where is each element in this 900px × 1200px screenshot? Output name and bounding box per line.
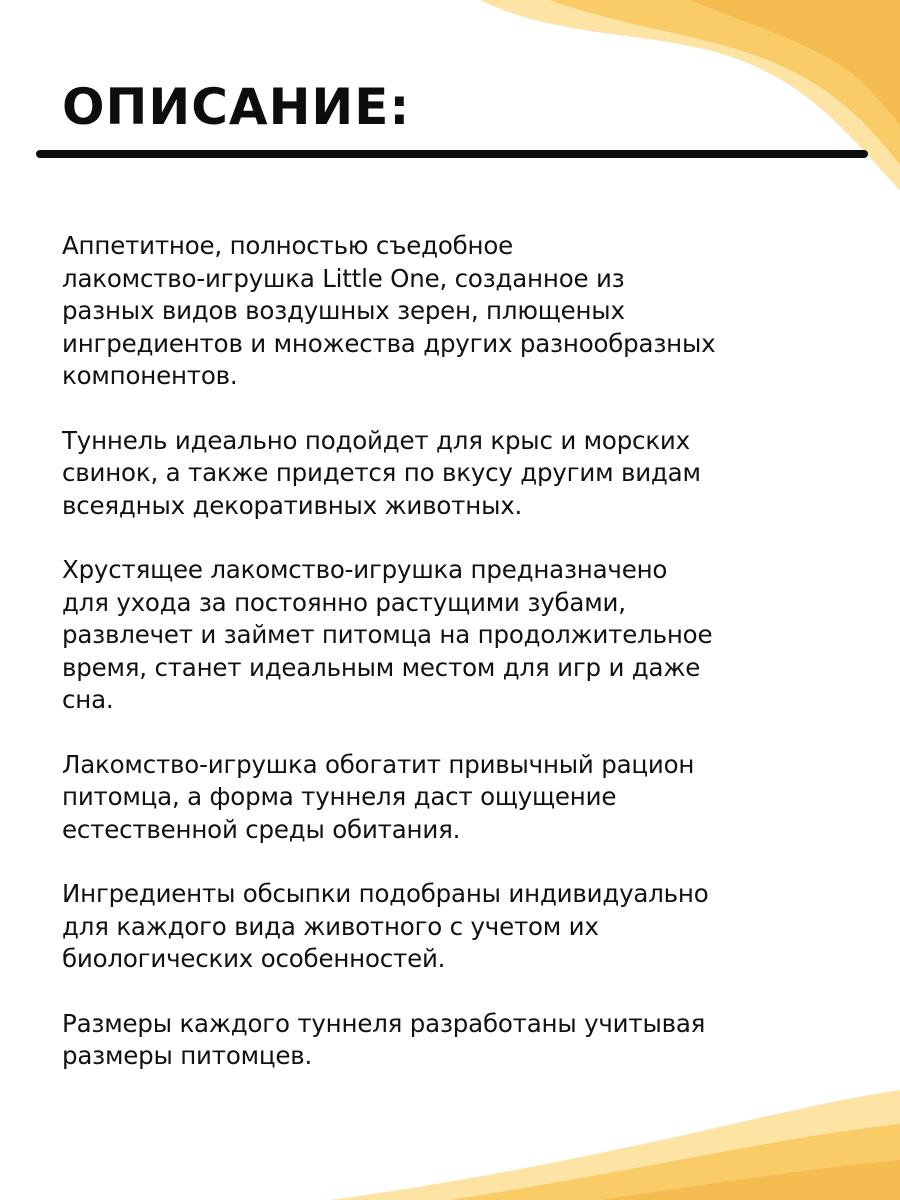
title-underline xyxy=(36,150,868,158)
paragraph xyxy=(62,749,862,847)
bottom-wave-light xyxy=(330,1090,900,1200)
text-line: ингредиентов и множества других разнообразных xyxy=(62,328,716,358)
top-wave-light xyxy=(480,0,900,190)
text-line: время, станет идеальным местом для игр и даже xyxy=(62,652,701,682)
paragraph xyxy=(62,230,862,393)
text-line: компонентов. xyxy=(62,361,238,390)
text-line: разных видов воздушных зерен, плющеных xyxy=(62,296,625,325)
text-line: развлечет и займет питомца на продолжительное xyxy=(62,620,713,649)
bottom-wave-dark xyxy=(600,1160,900,1200)
bottom-wave-mid xyxy=(450,1124,900,1200)
description-body xyxy=(62,230,862,1105)
text-line: Хрустящее лакомство-игрушка предназначено xyxy=(62,555,668,584)
page-title: ОПИСАНИЕ: xyxy=(62,78,411,136)
text-line: питомца, а форма туннеля даст ощущение xyxy=(62,782,617,811)
text-line: всеядных декоративных животных. xyxy=(62,490,523,520)
text-line: Ингредиенты обсыпки подобраны индивидуально xyxy=(62,879,709,908)
text-line: для ухода за постоянно растущими зубами, xyxy=(62,587,626,617)
text-line: биологических особенностей. xyxy=(62,944,446,973)
text-line: Туннель идеально подойдет для крыс и морских xyxy=(62,425,690,455)
paragraph xyxy=(62,425,862,523)
paragraph xyxy=(62,1008,862,1073)
text-line: для каждого вида животного с учетом их xyxy=(62,911,599,941)
top-wave-mid xyxy=(550,0,900,165)
text-line: размеры питомцев. xyxy=(62,1041,313,1070)
paragraph xyxy=(62,554,862,717)
text-line: лакомство-игрушка Little One, созданное из xyxy=(62,263,625,293)
text-line: свинок, а также придется по вкусу другим видам xyxy=(62,458,701,487)
text-line: Размеры каждого туннеля разработаны учитывая xyxy=(62,1008,706,1038)
text-line: сна. xyxy=(62,685,114,714)
top-wave-dark xyxy=(690,0,900,125)
text-line: Аппетитное, полностью съедобное xyxy=(62,231,514,260)
paragraph xyxy=(62,878,862,976)
top-wave-decoration xyxy=(440,0,900,200)
text-line: естественной среды обитания. xyxy=(62,814,461,844)
text-line: Лакомство-игрушка обогатит привычный рацион xyxy=(62,749,695,779)
